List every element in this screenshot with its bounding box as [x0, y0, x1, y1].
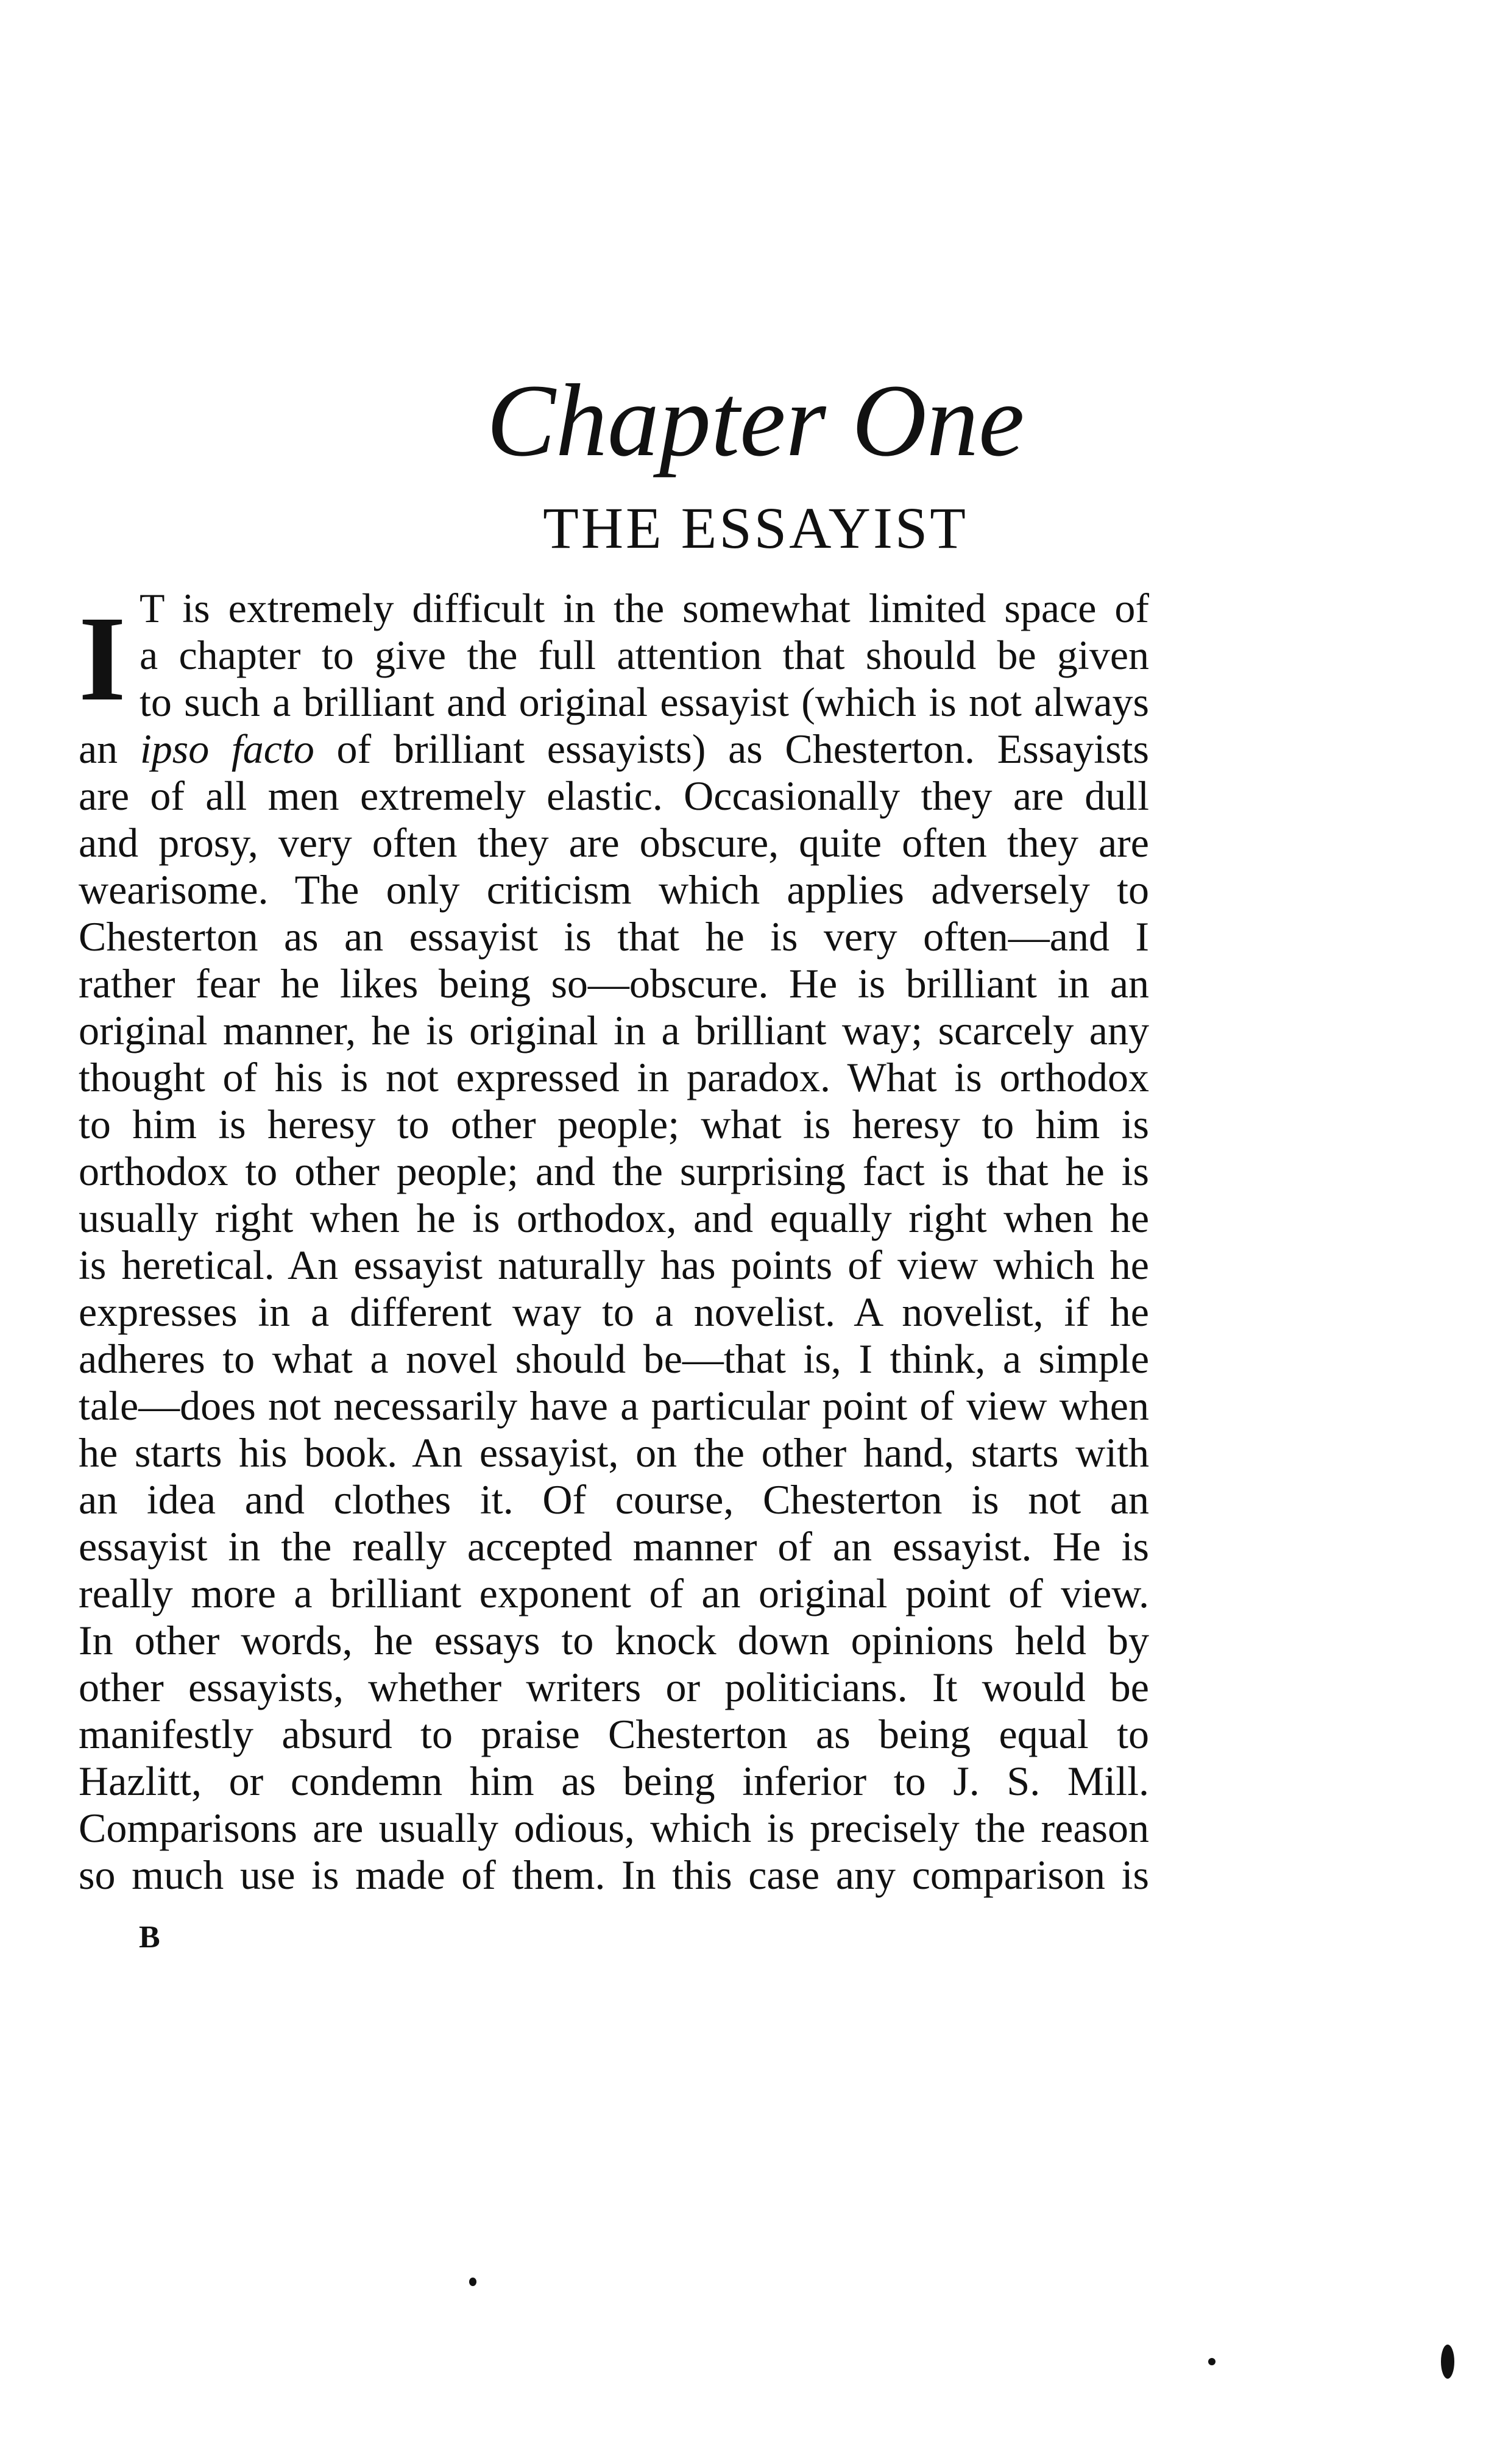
body-text — [79, 585, 1149, 1899]
text-line: to such a brilliant and original essayist (which is not always — [140, 679, 1149, 725]
text-line — [79, 726, 1149, 773]
text-line: tale—does not necessarily have a particular point of view when — [79, 1382, 1149, 1429]
signature-mark: B — [139, 1920, 160, 1955]
text-line: Hazlitt, or condemn him as being inferior to J. S. Mill. — [79, 1758, 1149, 1804]
text-span: an — [79, 726, 118, 772]
text-line: so much use is made of them. In this case any comparison is — [79, 1852, 1149, 1898]
ink-speck — [469, 2278, 476, 2286]
text-line: Comparisons are usually odious, which is precisely the reason — [79, 1805, 1149, 1851]
text-line: Chesterton as an essayist is that he is very often—and I — [79, 913, 1149, 960]
text-line: is heretical. An essayist naturally has points of view which he — [79, 1242, 1149, 1288]
text-line: usually right when he is orthodox, and equally right when he — [79, 1195, 1149, 1241]
ink-blot — [1441, 2345, 1454, 2379]
text-line: are of all men extremely elastic. Occasionally they are dull — [79, 773, 1149, 819]
italic-phrase: ipso facto — [140, 726, 314, 772]
text-line: a chapter to give the full attention that should be given — [140, 632, 1149, 678]
text-line: other essayists, whether writers or politicians. It would be — [79, 1664, 1149, 1710]
chapter-subtitle: THE ESSAYIST — [543, 495, 968, 561]
text-line: In other words, he essays to knock down opinions held by — [79, 1617, 1149, 1663]
text-line: T is extremely difficult in the somewhat limited space of — [140, 585, 1149, 631]
text-line: adheres to what a novel should be—that is, I think, a simple — [79, 1336, 1149, 1382]
text-line: and prosy, very often they are obscure, quite often they are — [79, 820, 1149, 866]
text-line: rather fear he likes being so—obscure. He is brilliant in an — [79, 960, 1149, 1007]
text-line: essayist in the really accepted manner of an essayist. He is — [79, 1523, 1149, 1570]
chapter-title: Chapter One — [486, 363, 1025, 478]
drop-cap: I — [79, 598, 126, 720]
text-line: expresses in a different way to a novelist. A novelist, if he — [79, 1289, 1149, 1335]
text-line: an idea and clothes it. Of course, Chesterton is not an — [79, 1476, 1149, 1523]
text-line: manifestly absurd to praise Chesterton as being equal to — [79, 1711, 1149, 1757]
text-line: wearisome. The only criticism which applies adversely to — [79, 866, 1149, 913]
text-span: of brilliant essayists) as Chesterton. Essayists — [336, 726, 1150, 772]
text-line: original manner, he is original in a brilliant way; scarcely any — [79, 1007, 1149, 1053]
ink-speck — [1208, 2358, 1216, 2365]
text-line: thought of his is not expressed in paradox. What is orthodox — [79, 1054, 1149, 1100]
text-line: orthodox to other people; and the surprising fact is that he is — [79, 1148, 1149, 1194]
text-line: really more a brilliant exponent of an original point of view. — [79, 1570, 1149, 1616]
text-line: he starts his book. An essayist, on the other hand, starts with — [79, 1429, 1149, 1476]
text-line: to him is heresy to other people; what is heresy to him is — [79, 1101, 1149, 1147]
